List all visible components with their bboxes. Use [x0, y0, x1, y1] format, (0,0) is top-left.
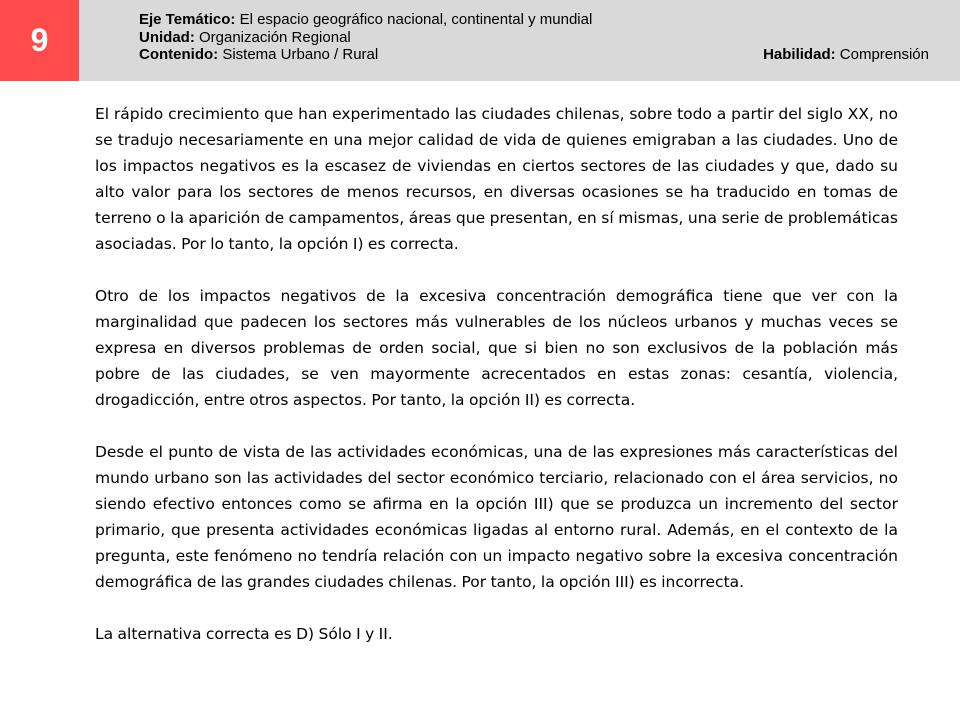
paragraph-option-iii: Desde el punto de vista de las actividades económicas, una de las expresiones más características del mundo urbano son las actividades del sector económico terciario, relacionado con el área servicios, no siendo efectivo entonces como se afirma en la opción III) que se produzca un incremento del sector primario, que presenta actividades económicas ligadas al entorno rural. Además, en el contexto de la pregunta, este fenómeno no tendría relación con un impacto negativo sobre la excesiva concentración demográfica de las grandes ciudades chilenas. Por tanto, la opción III) es incorrecta.	[95, 443, 898, 591]
paragraph-option-ii: Otro de los impactos negativos de la excesiva concentración demográfica tiene que ver con la marginalidad que padecen los sectores más vulnerables de los núcleos urbanos y muchas veces se expresa en diversos problemas de orden social, que si bien no son exclusivos de la población más pobre de las ciudades, se ven mayormente acrecentados en estas zonas: cesantía, violencia, drogadicción, entre otros aspectos. Por tanto, la opción II) es correcta.	[95, 287, 898, 409]
eje-tematico-label: Eje Temático:	[139, 11, 236, 28]
header-bar	[0, 0, 960, 81]
unidad-line	[139, 29, 929, 47]
paragraph-option-i: El rápido crecimiento que han experimentado las ciudades chilenas, sobre todo a partir del siglo XX, no se tradujo necesariamente en una mejor calidad de vida de quienes emigraban a las ciudades. Uno de los impactos negativos es la escasez de viviendas en ciertos sectores de las ciudades y que, dado su alto valor para los sectores de menos recursos, en diversas ocasiones se ha traducido en tomas de terreno o la aparición de campamentos, áreas que presentan, en sí mismas, una serie de problemáticas asociadas. Por lo tanto, la opción I) es correcta.	[95, 105, 898, 253]
header-meta	[139, 11, 929, 64]
unidad-value: Organización Regional	[194, 28, 351, 46]
paragraph-answer: La alternativa correcta es D) Sólo I y II.	[95, 625, 393, 643]
habilidad-label: Habilidad:	[763, 46, 836, 63]
contenido-value: Sistema Urbano / Rural	[218, 46, 379, 63]
habilidad-group	[763, 46, 929, 64]
question-number-badge: 9	[0, 0, 79, 81]
eje-tematico-value: El espacio geográfico nacional, continental y mundial	[235, 11, 593, 28]
habilidad-value: Comprensión	[835, 46, 929, 63]
contenido-label: Contenido:	[139, 46, 219, 63]
unidad-label: Unidad:	[139, 28, 195, 46]
contenido-group	[139, 46, 378, 64]
contenido-habilidad-line	[139, 46, 929, 64]
explanation-body	[95, 101, 898, 647]
eje-tematico-line	[139, 11, 929, 29]
